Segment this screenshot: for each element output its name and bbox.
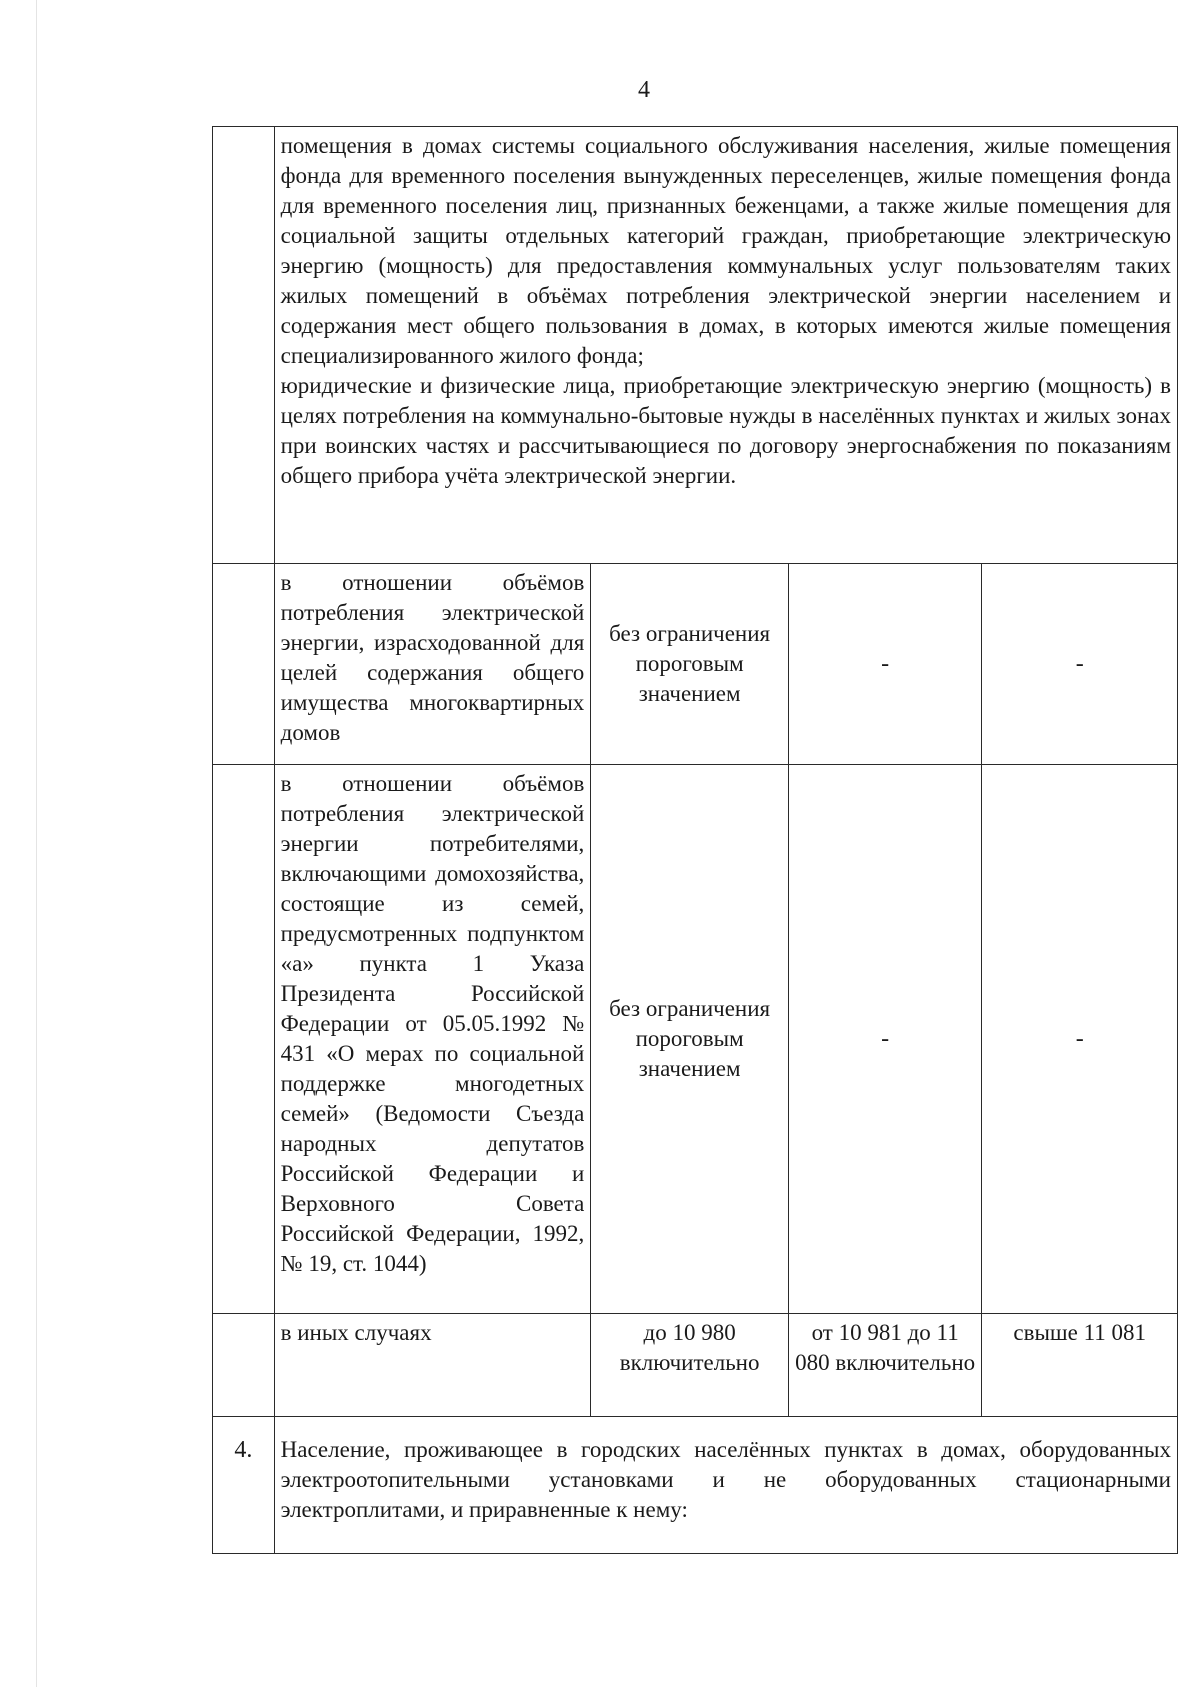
number-cell-empty xyxy=(213,1314,275,1417)
range-3-cell: - xyxy=(982,765,1178,1314)
number-cell-empty xyxy=(213,564,275,765)
range-1-cell: без ограничения пороговым значением xyxy=(591,765,789,1314)
page-number: 4 xyxy=(638,77,650,103)
number-cell-empty xyxy=(213,765,275,1314)
table-row-item-4 xyxy=(213,1417,1178,1554)
range-3-cell: - xyxy=(982,564,1178,765)
item-4-text-cell: Население, проживающее в городских населённых пунктах в домах, оборудованных электроотопительными установками и не оборудованных стационарными электроплитами, и приравненные к нему: xyxy=(274,1417,1177,1554)
intro-paragraph: юридические и физические лица, приобретающие электрическую энергию (мощность) в целях потребления на коммунально-бытовые нужды в населённых пунктах и жилых зонах при воинских частях и рассчитывающиеся по договору энергоснабжения по показаниям общего прибора учёта электрической энергии. xyxy=(280,373,1171,488)
description-cell: в иных случаях xyxy=(274,1314,591,1417)
range-2-cell: - xyxy=(788,765,981,1314)
table-row xyxy=(213,564,1178,765)
description-cell: в отношении объёмов потребления электрической энергии, израсходованной для целей содержания общего имущества многоквартирных домов xyxy=(274,564,591,765)
range-1-cell: до 10 980 включительно xyxy=(591,1314,789,1417)
intro-paragraph: помещения в домах системы социального обслуживания населения, жилые помещения фонда для временного поселения вынужденных переселенцев, жилые помещения фонда для временного поселения лиц, признанных беженцами, а также жилые помещения для социальной защиты отдельных категорий граждан, приобретающие электрическую энергию (мощность) для предоставления коммунальных услуг пользователям таких жилых помещений в объёмах потребления электрической энергии населением и содержания мест общего пользования в домах, в которых имеются жилые помещения специализированного жилого фонда; xyxy=(280,133,1171,368)
table-row xyxy=(213,765,1178,1314)
range-1-cell: без ограничения пороговым значением xyxy=(591,564,789,765)
range-3-cell: свыше 11 081 xyxy=(982,1314,1178,1417)
table-row-intro xyxy=(213,127,1178,564)
range-2-cell: - xyxy=(788,564,981,765)
range-2-cell: от 10 981 до 11 080 включительно xyxy=(788,1314,981,1417)
number-cell-empty xyxy=(213,127,275,564)
table-row xyxy=(213,1314,1178,1417)
item-number-cell: 4. xyxy=(213,1417,275,1554)
intro-text-cell xyxy=(274,127,1177,564)
scan-edge-line xyxy=(36,0,37,1687)
tariff-table xyxy=(212,126,1178,1554)
description-cell: в отношении объёмов потребления электрической энергии потребителями, включающими домохозяйства, состоящие из семей, предусмотренных подпунктом «а» пункта 1 Указа Президента Российской Федерации от 05.05.1992 № 431 «О мерах по социальной поддержке многодетных семей» (Ведомости Съезда народных депутатов Российской Федерации и Верховного Совета Российской Федерации, 1992, № 19, ст. 1044) xyxy=(274,765,591,1314)
